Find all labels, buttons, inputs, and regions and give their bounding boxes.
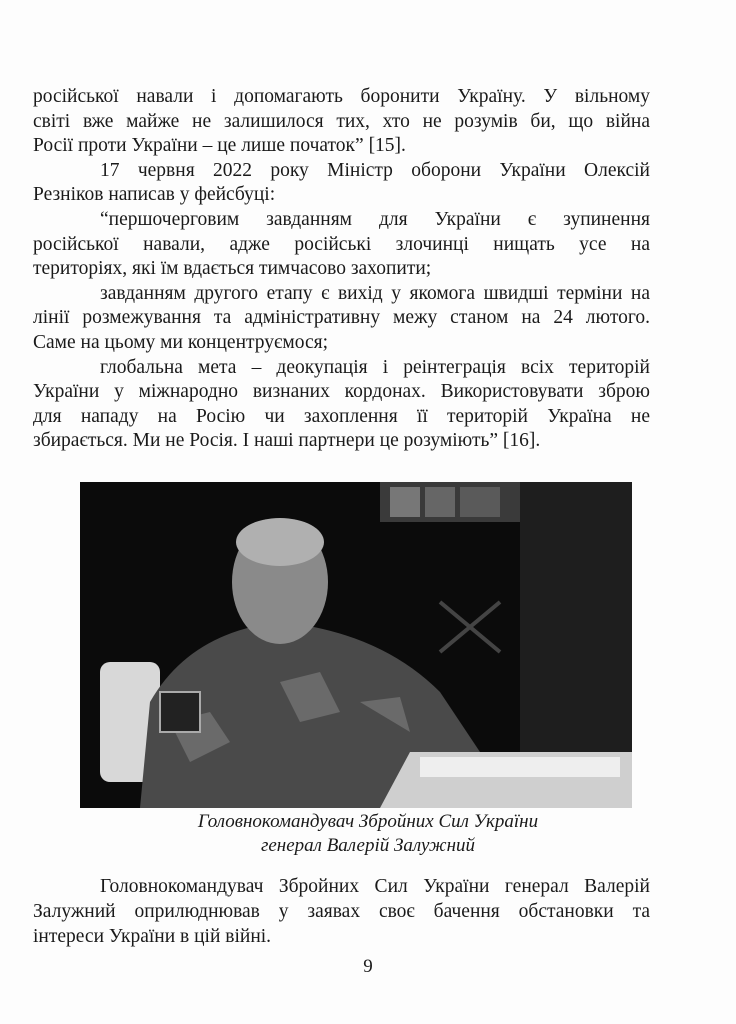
text-line: Саме на цьому ми концентруємося; [33,332,329,353]
page-number: 9 [363,956,373,977]
photo-caption-line-1: Головнокомандувач Збройних Сил України [197,811,539,832]
text-line: України у міжнародно визнаних кордонах. Використовувати зброю [33,381,650,403]
text-line: російської навали, адже російські злочинці нищать усе на [33,233,650,255]
text-line: російської навали і допомагають боронити Україну. У вільному [33,86,650,107]
text-line: “першочерговим завданням для України є зупинення [100,209,650,230]
text-line: 17 червня 2022 року Міністр оборони України Олексій [100,159,650,181]
text-line: збирається. Ми не Росія. І наші партнери це розуміють” [16]. [33,430,541,452]
photo-caption-line-2: генерал Валерій Залужний [260,835,476,856]
text-line: світі вже майже не залишилося тих, хто не розумів би, що війна [33,110,650,132]
text-line: лінії розмежування та адміністративну межу станом на 24 лютого. [33,307,650,329]
photo-general-zaluzhnyi [80,482,632,808]
text-line: Росії проти України – це лише початок” [15]. [33,135,406,157]
text-line: завданням другого етапу є вихід у якомога швидші терміни на [100,282,650,304]
text-line: глобальна мета – деокупація і реінтеграція всіх територій [100,356,650,378]
text-line: Головнокомандувач Збройних Сил України генерал Валерій [100,876,650,897]
text-line: Резніков написав у фейсбуці: [33,184,276,206]
text-line: для нападу на Росію чи захоплення її територій Україна не [33,405,650,427]
text-line: інтереси України в цій війні. [33,926,272,947]
text-line: Залужний оприлюднював у заявах своє бачення обстановки та [33,901,650,922]
text-line: територіях, які їм вдається тимчасово захопити; [33,258,432,280]
